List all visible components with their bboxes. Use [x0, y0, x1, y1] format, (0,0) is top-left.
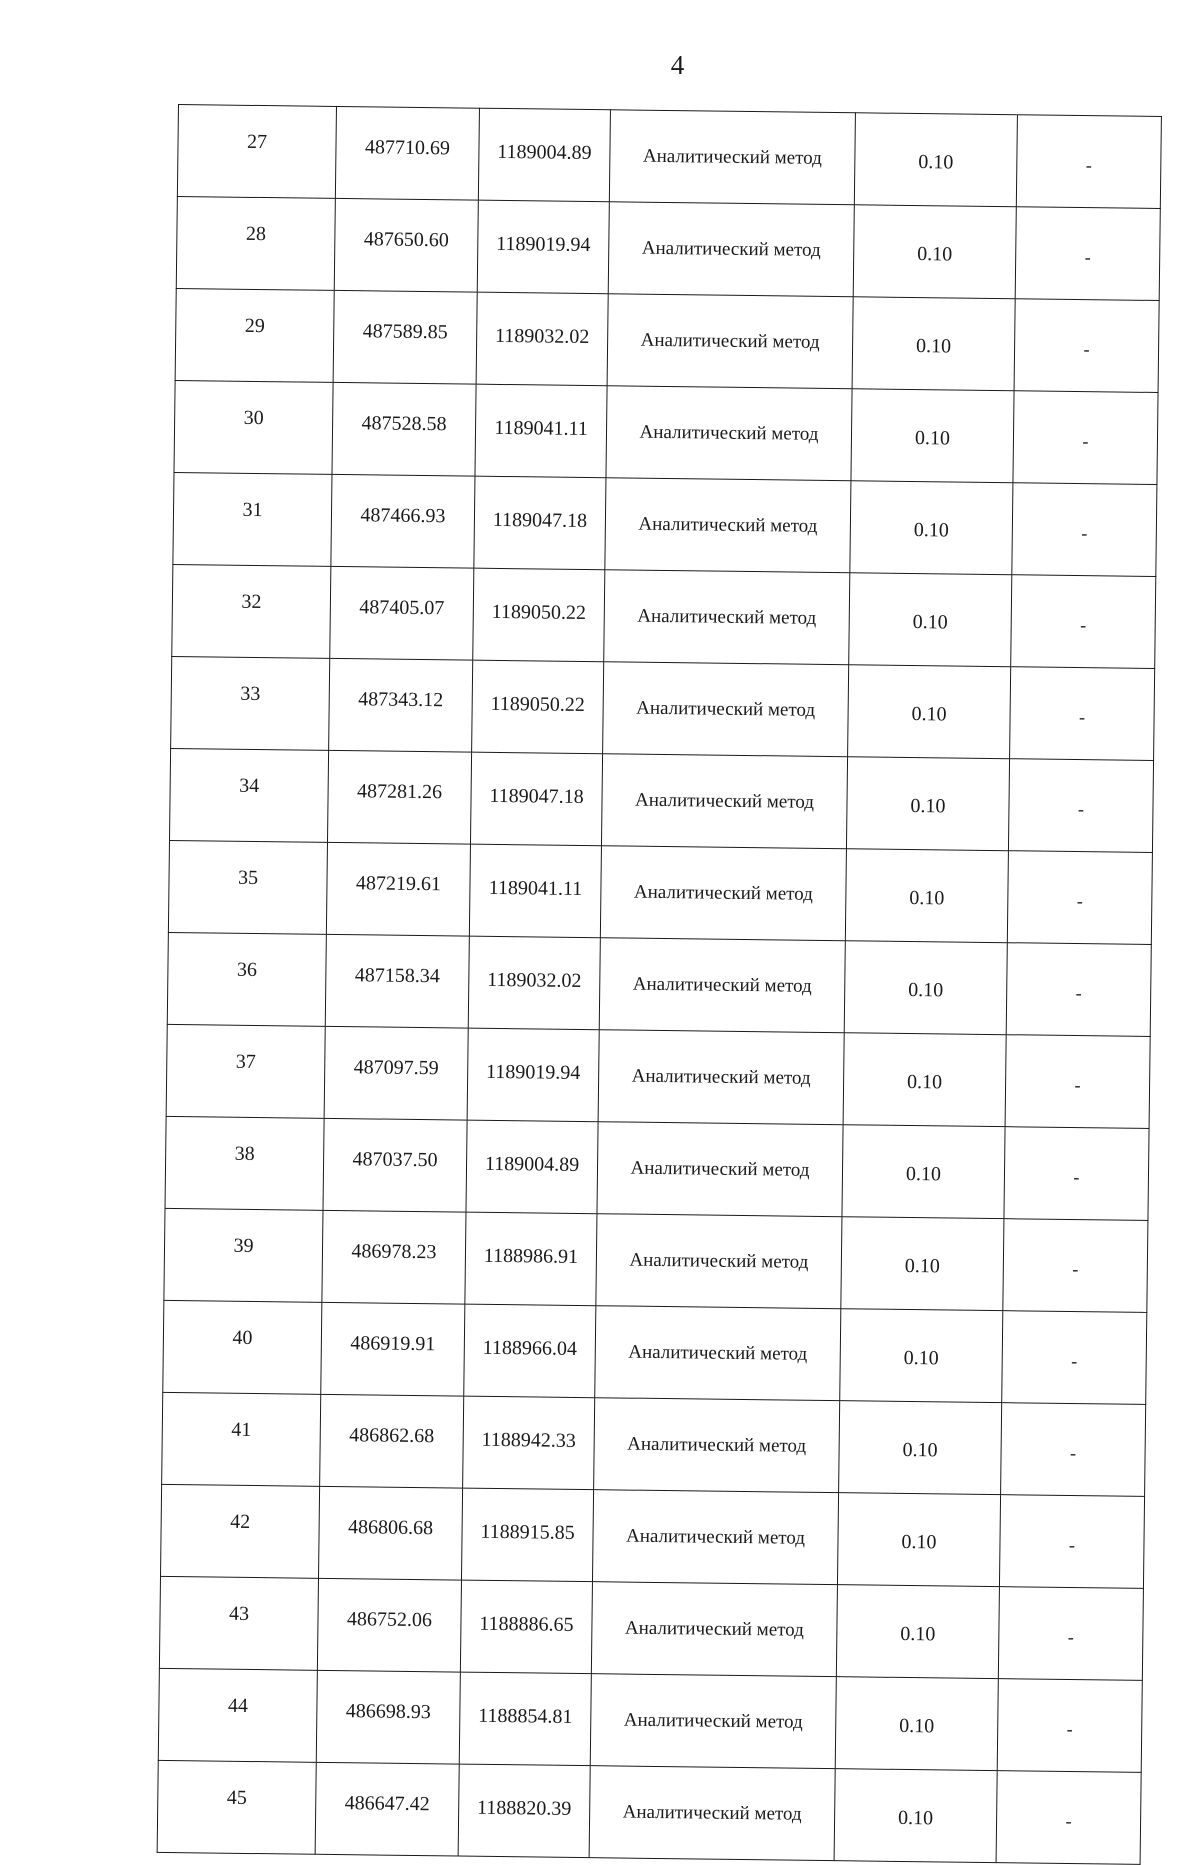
y-coordinate-cell: 1189041.11 [469, 844, 601, 938]
table-row [174, 380, 1158, 484]
table-row [176, 196, 1160, 300]
note-cell: - [1001, 1403, 1146, 1497]
accuracy-cell: 0.10 [835, 1677, 998, 1771]
method-cell: Аналитический метод [595, 1306, 841, 1401]
table-row [170, 748, 1154, 852]
method-cell: Аналитический метод [589, 1766, 835, 1861]
y-coordinate-cell: 1188854.81 [459, 1672, 591, 1766]
method-cell: Аналитический метод [601, 754, 847, 849]
table-row [159, 1576, 1143, 1680]
y-coordinate-cell: 1189032.02 [476, 292, 608, 386]
x-coordinate-cell: 487650.60 [334, 198, 478, 292]
method-cell: Аналитический метод [607, 294, 853, 389]
accuracy-cell: 0.10 [853, 205, 1016, 299]
y-coordinate-cell: 1189019.94 [477, 200, 609, 294]
note-cell: - [1015, 207, 1160, 301]
x-coordinate-cell: 487710.69 [335, 106, 479, 200]
accuracy-cell: 0.10 [854, 113, 1017, 207]
accuracy-cell: 0.10 [848, 665, 1011, 759]
table-row [161, 1484, 1145, 1588]
y-coordinate-cell: 1188820.39 [458, 1764, 590, 1858]
accuracy-cell: 0.10 [843, 1033, 1006, 1127]
table-row [177, 105, 1161, 209]
table-row [171, 656, 1155, 760]
method-cell: Аналитический метод [596, 1214, 842, 1309]
table-row [175, 288, 1159, 392]
y-coordinate-cell: 1189019.94 [467, 1028, 599, 1122]
table-row [167, 932, 1151, 1036]
note-cell: - [1005, 1035, 1150, 1129]
accuracy-cell: 0.10 [839, 1401, 1002, 1495]
table-row [172, 564, 1156, 668]
point-number-cell: 34 [170, 748, 329, 842]
x-coordinate-cell: 487097.59 [324, 1026, 468, 1120]
table-row [168, 840, 1152, 944]
note-cell: - [1014, 299, 1159, 393]
note-cell: - [1011, 575, 1156, 669]
page-number: 4 [670, 50, 685, 80]
note-cell: - [1002, 1311, 1147, 1405]
y-coordinate-cell: 1188942.33 [463, 1396, 595, 1490]
table-row [157, 1760, 1141, 1864]
note-cell: - [1008, 759, 1153, 853]
coordinates-table-body [157, 105, 1161, 1865]
table-row [163, 1300, 1147, 1404]
note-cell: - [999, 1495, 1144, 1589]
note-cell: - [1013, 391, 1158, 485]
point-number-cell: 27 [177, 105, 336, 199]
point-number-cell: 42 [161, 1484, 320, 1578]
y-coordinate-cell: 1189047.18 [470, 752, 602, 846]
note-cell: - [1004, 1127, 1149, 1221]
x-coordinate-cell: 487037.50 [323, 1118, 467, 1212]
point-number-cell: 28 [176, 196, 335, 290]
accuracy-cell: 0.10 [842, 1125, 1005, 1219]
accuracy-cell: 0.10 [851, 389, 1014, 483]
x-coordinate-cell: 486862.68 [320, 1394, 464, 1488]
table-row [158, 1668, 1142, 1772]
x-coordinate-cell: 486919.91 [321, 1302, 465, 1396]
point-number-cell: 39 [164, 1208, 323, 1302]
method-cell: Аналитический метод [598, 1030, 844, 1125]
method-cell: Аналитический метод [597, 1122, 843, 1217]
y-coordinate-cell: 1188986.91 [465, 1212, 597, 1306]
x-coordinate-cell: 486752.06 [317, 1578, 461, 1672]
point-number-cell: 33 [171, 656, 330, 750]
table-row [165, 1116, 1149, 1220]
point-number-cell: 43 [159, 1576, 318, 1670]
accuracy-cell: 0.10 [844, 941, 1007, 1035]
y-coordinate-cell: 1188966.04 [464, 1304, 596, 1398]
method-cell: Аналитический метод [604, 570, 850, 665]
accuracy-cell: 0.10 [846, 757, 1009, 851]
method-cell: Аналитический метод [608, 202, 854, 297]
method-cell: Аналитический метод [594, 1398, 840, 1493]
table-row [173, 472, 1157, 576]
point-number-cell: 37 [166, 1024, 325, 1118]
x-coordinate-cell: 487405.07 [330, 566, 474, 660]
accuracy-cell: 0.10 [845, 849, 1008, 943]
y-coordinate-cell: 1188886.65 [460, 1580, 592, 1674]
y-coordinate-cell: 1189004.89 [466, 1120, 598, 1214]
x-coordinate-cell: 487219.61 [326, 842, 470, 936]
note-cell: - [1016, 115, 1161, 209]
point-number-cell: 45 [157, 1760, 316, 1854]
method-cell: Аналитический метод [592, 1490, 838, 1585]
point-number-cell: 29 [175, 288, 334, 382]
y-coordinate-cell: 1189050.22 [473, 568, 605, 662]
note-cell: - [996, 1771, 1141, 1865]
accuracy-cell: 0.10 [834, 1769, 997, 1863]
note-cell: - [1010, 667, 1155, 761]
y-coordinate-cell: 1189032.02 [468, 936, 600, 1030]
x-coordinate-cell: 487281.26 [327, 750, 471, 844]
y-coordinate-cell: 1189047.18 [474, 476, 606, 570]
accuracy-cell: 0.10 [849, 573, 1012, 667]
method-cell: Аналитический метод [603, 662, 849, 757]
accuracy-cell: 0.10 [841, 1217, 1004, 1311]
note-cell: - [998, 1587, 1143, 1681]
y-coordinate-cell: 1189041.11 [475, 384, 607, 478]
note-cell: - [1003, 1219, 1148, 1313]
y-coordinate-cell: 1189050.22 [472, 660, 604, 754]
method-cell: Аналитический метод [590, 1674, 836, 1769]
accuracy-cell: 0.10 [836, 1585, 999, 1679]
x-coordinate-cell: 486647.42 [315, 1762, 459, 1856]
x-coordinate-cell: 486978.23 [322, 1210, 466, 1304]
point-number-cell: 36 [167, 932, 326, 1026]
x-coordinate-cell: 486698.93 [316, 1670, 460, 1764]
x-coordinate-cell: 487589.85 [333, 290, 477, 384]
method-cell: Аналитический метод [609, 110, 855, 205]
point-number-cell: 38 [165, 1116, 324, 1210]
x-coordinate-cell: 487158.34 [325, 934, 469, 1028]
point-number-cell: 41 [162, 1392, 321, 1486]
note-cell: - [997, 1679, 1142, 1773]
point-number-cell: 32 [172, 564, 331, 658]
note-cell: - [1007, 851, 1152, 945]
point-number-cell: 30 [174, 380, 333, 474]
accuracy-cell: 0.10 [840, 1309, 1003, 1403]
y-coordinate-cell: 1189004.89 [478, 108, 610, 202]
method-cell: Аналитический метод [599, 938, 845, 1033]
point-number-cell: 44 [158, 1668, 317, 1762]
x-coordinate-cell: 487343.12 [329, 658, 473, 752]
accuracy-cell: 0.10 [837, 1493, 1000, 1587]
coordinates-sheet [157, 104, 1161, 1865]
y-coordinate-cell: 1188915.85 [461, 1488, 593, 1582]
table-row [166, 1024, 1150, 1128]
accuracy-cell: 0.10 [852, 297, 1015, 391]
point-number-cell: 35 [168, 840, 327, 934]
x-coordinate-cell: 487528.58 [332, 382, 476, 476]
accuracy-cell: 0.10 [850, 481, 1013, 575]
method-cell: Аналитический метод [591, 1582, 837, 1677]
point-number-cell: 40 [163, 1300, 322, 1394]
note-cell: - [1006, 943, 1151, 1037]
method-cell: Аналитический метод [605, 478, 851, 573]
point-number-cell: 31 [173, 472, 332, 566]
table-row [164, 1208, 1148, 1312]
coordinates-table [157, 104, 1162, 1865]
note-cell: - [1012, 483, 1157, 577]
method-cell: Аналитический метод [606, 386, 852, 481]
method-cell: Аналитический метод [600, 846, 846, 941]
x-coordinate-cell: 487466.93 [331, 474, 475, 568]
table-row [162, 1392, 1146, 1496]
x-coordinate-cell: 486806.68 [318, 1486, 462, 1580]
